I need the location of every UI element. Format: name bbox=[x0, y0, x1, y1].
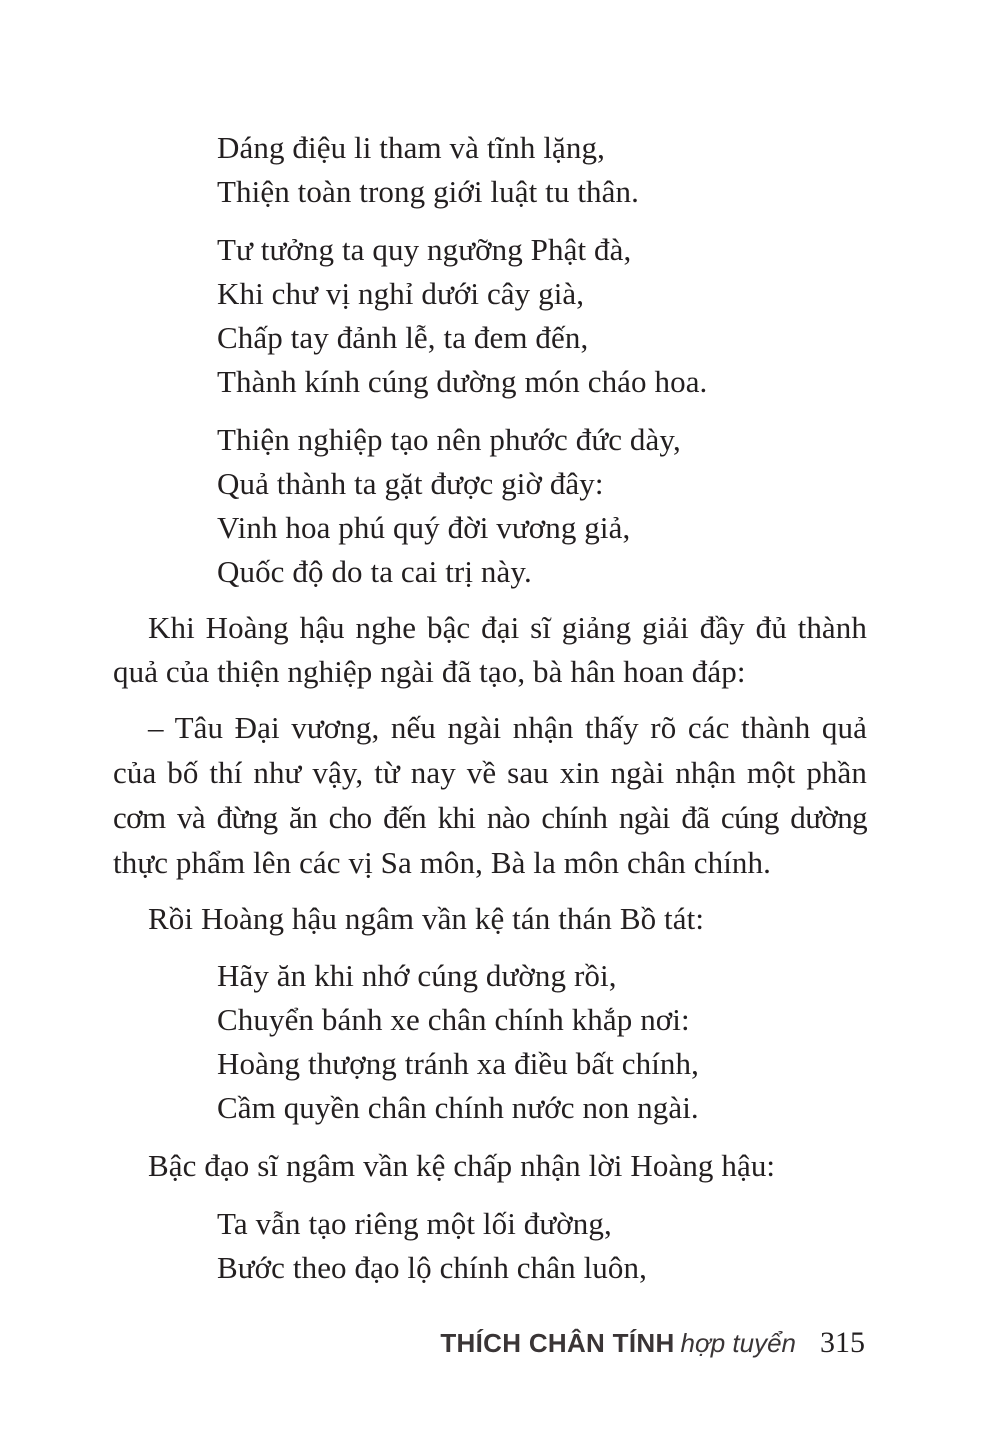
verse-line: Quả thành ta gặt được giờ đây: bbox=[217, 466, 604, 501]
paragraph-line: của bố thí như vậy, từ nay về sau xin ngài nhận một phần bbox=[113, 755, 867, 790]
paragraph-line: quả của thiện nghiệp ngài đã tạo, bà hân hoan đáp: bbox=[113, 654, 746, 689]
verse-line: Hãy ăn khi nhớ cúng dường rồi, bbox=[217, 958, 617, 993]
verse-line: Quốc độ do ta cai trị này. bbox=[217, 554, 532, 589]
verse-line: Tư tưởng ta quy ngưỡng Phật đà, bbox=[217, 232, 632, 267]
running-footer bbox=[440, 1326, 865, 1370]
paragraph-line: Bậc đạo sĩ ngâm vần kệ chấp nhận lời Hoàng hậu: bbox=[148, 1148, 776, 1183]
page-number: 315 bbox=[820, 1326, 865, 1359]
verse-line: Ta vẫn tạo riêng một lối đường, bbox=[217, 1206, 612, 1241]
verse-line: Chuyển bánh xe chân chính khắp nơi: bbox=[217, 1002, 690, 1037]
verse-line: Vinh hoa phú quý đời vương giả, bbox=[217, 510, 631, 545]
footer-subtitle: hợp tuyển bbox=[680, 1328, 796, 1358]
verse-line: Thiện toàn trong giới luật tu thân. bbox=[217, 174, 639, 209]
verse-line: Hoàng thượng tránh xa điều bất chính, bbox=[217, 1046, 699, 1081]
verse-line: Chấp tay đảnh lễ, ta đem đến, bbox=[217, 320, 589, 355]
paragraph-line: thực phẩm lên các vị Sa môn, Bà la môn chân chính. bbox=[113, 845, 771, 880]
verse-line: Khi chư vị nghỉ dưới cây già, bbox=[217, 276, 585, 311]
verse-line: Thành kính cúng dường món cháo hoa. bbox=[217, 364, 708, 399]
footer-author: THÍCH CHÂN TÍNH bbox=[440, 1328, 675, 1358]
paragraph-line: Khi Hoàng hậu nghe bậc đại sĩ giảng giải đầy đủ thành bbox=[148, 610, 867, 645]
verse-line: Dáng điệu li tham và tĩnh lặng, bbox=[217, 130, 605, 165]
paragraph-line: Rồi Hoàng hậu ngâm vần kệ tán thán Bồ tát: bbox=[148, 901, 705, 936]
verse-line: Thiện nghiệp tạo nên phước đức dày, bbox=[217, 422, 681, 457]
paragraph-line: – Tâu Đại vương, nếu ngài nhận thấy rõ các thành quả bbox=[148, 710, 867, 745]
verse-line: Bước theo đạo lộ chính chân luôn, bbox=[217, 1250, 647, 1285]
paragraph-line: cơm và đừng ăn cho đến khi nào chính ngài đã cúng dường bbox=[113, 800, 867, 835]
verse-line: Cầm quyền chân chính nước non ngài. bbox=[217, 1090, 699, 1125]
